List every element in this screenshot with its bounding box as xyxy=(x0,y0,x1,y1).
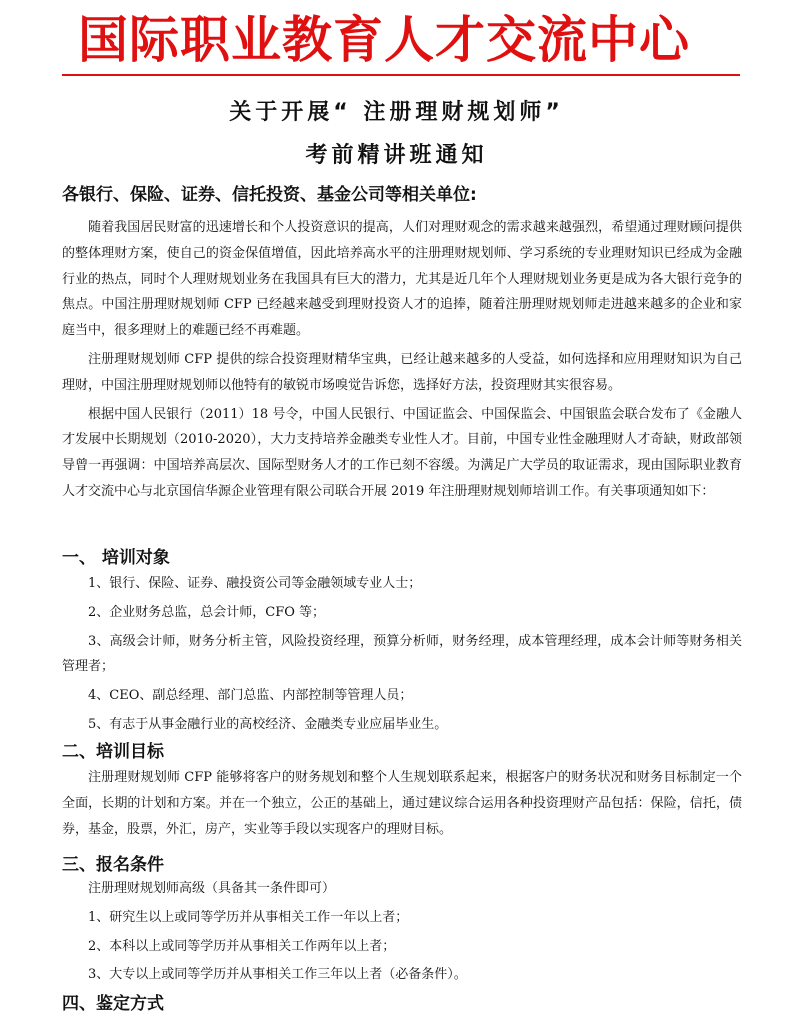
section-heading-requirements: 三、报名条件 xyxy=(62,855,164,875)
section-heading-training-targets: 一、 培训对象 xyxy=(62,548,170,568)
section-heading-assessment: 四、鉴定方式 xyxy=(62,994,164,1014)
list-item: 4、CEO、副总经理、部门总监、内部控制等管理人员； xyxy=(88,688,413,704)
notice-subtitle: 考前精讲班通知 xyxy=(305,143,488,168)
list-item: 3、大专以上或同等学历并从事相关工作三年以上者（必备条件）。 xyxy=(88,967,467,983)
notice-title: 关于开展“ 注册理财规划师” xyxy=(229,100,564,125)
intro-paragraph: 随着我国居民财富的迅速增长和个人投资意识的提高，人们对理财观念的需求越来越强烈，希望通过理财顾问提供的整体理财方案，使自己的资金保值增值，因此培养高水平的注册理财规划师、学习系统的专业理财知识已经成为金融行业的热点，同时个人理财规划业务在我国具有巨大的潜力，尤其是近几年个人理财规划业务更是成为各大银行竞争的焦点。中国注册理财规划师 CFP 已经越来越受到理财投资人才的追捧，随着注册理财规划师走进越来越多的企业和家庭当中，很多理财上的难题已经不再难题。 xyxy=(62,220,742,339)
intro-paragraph: 根据中国人民银行（2011）18 号令，中国人民银行、中国证监会、中国保监会、中国银监会联合发布了《金融人才发展中长期规划（2010-2020），大力支持培养金融类专业性人才。目前，中国专业性金融理财人才奇缺，财政部领导曾一再强调：中国培养高层次、国际型财务人才的工作已刻不容缓。为满足广大学员的取证需求，现由国际职业教育人才交流中心与北京国信华源企业管理有限公司联合开展 2019 年注册理财规划师培训工作。有关事项通知如下： xyxy=(62,406,742,499)
list-item: 注册理财规划师高级（具备其一条件即可） xyxy=(88,881,336,896)
paragraph: 注册理财规划师 CFP 能够将客户的财务规划和整个人生规划联系起来，根据客户的财务状况和财务目标制定一个全面，长期的计划和方案。并在一个独立，公正的基础上，通过建议综合运用各种投资理财产品包括：保险，信托，债券，基金，股票，外汇，房产，实业等手段以实现客户的理财目标。 xyxy=(62,770,742,837)
requirements-list xyxy=(62,876,742,988)
training-goals-text xyxy=(62,765,742,842)
training-targets-list xyxy=(62,571,742,738)
list-item: 3、高级会计师，财务分析主管，风险投资经理，预算分析师，财务经理，成本管理经理，成本会计师等财务相关管理者； xyxy=(62,633,742,675)
intro-section xyxy=(62,215,742,505)
list-item: 1、研究生以上或同等学历并从事相关工作一年以上者； xyxy=(88,909,409,925)
intro-paragraph: 注册理财规划师 CFP 提供的综合投资理财精华宝典，已经让越来越多的人受益，如何选择和应用理财知识为自己理财，中国注册理财规划师以他特有的敏锐市场嗅觉告诉您，选择好方法，投资理财其实很容易。 xyxy=(62,351,742,393)
organization-header: 国际职业教育人才交流中心 xyxy=(78,11,690,69)
list-item: 2、本科以上或同等学历并从事相关工作两年以上者； xyxy=(88,938,396,954)
header-divider xyxy=(62,74,740,76)
list-item: 2、企业财务总监，总会计师，CFO 等； xyxy=(88,604,326,620)
salutation: 各银行、保险、证券、信托投资、基金公司等相关单位: xyxy=(62,185,477,205)
section-heading-training-goals: 二、培训目标 xyxy=(62,742,164,762)
list-item: 1、银行、保险、证券、融投资公司等金融领域专业人士； xyxy=(88,576,422,591)
list-item: 5、有志于从事金融行业的高校经济、金融类专业应届毕业生。 xyxy=(88,716,448,732)
